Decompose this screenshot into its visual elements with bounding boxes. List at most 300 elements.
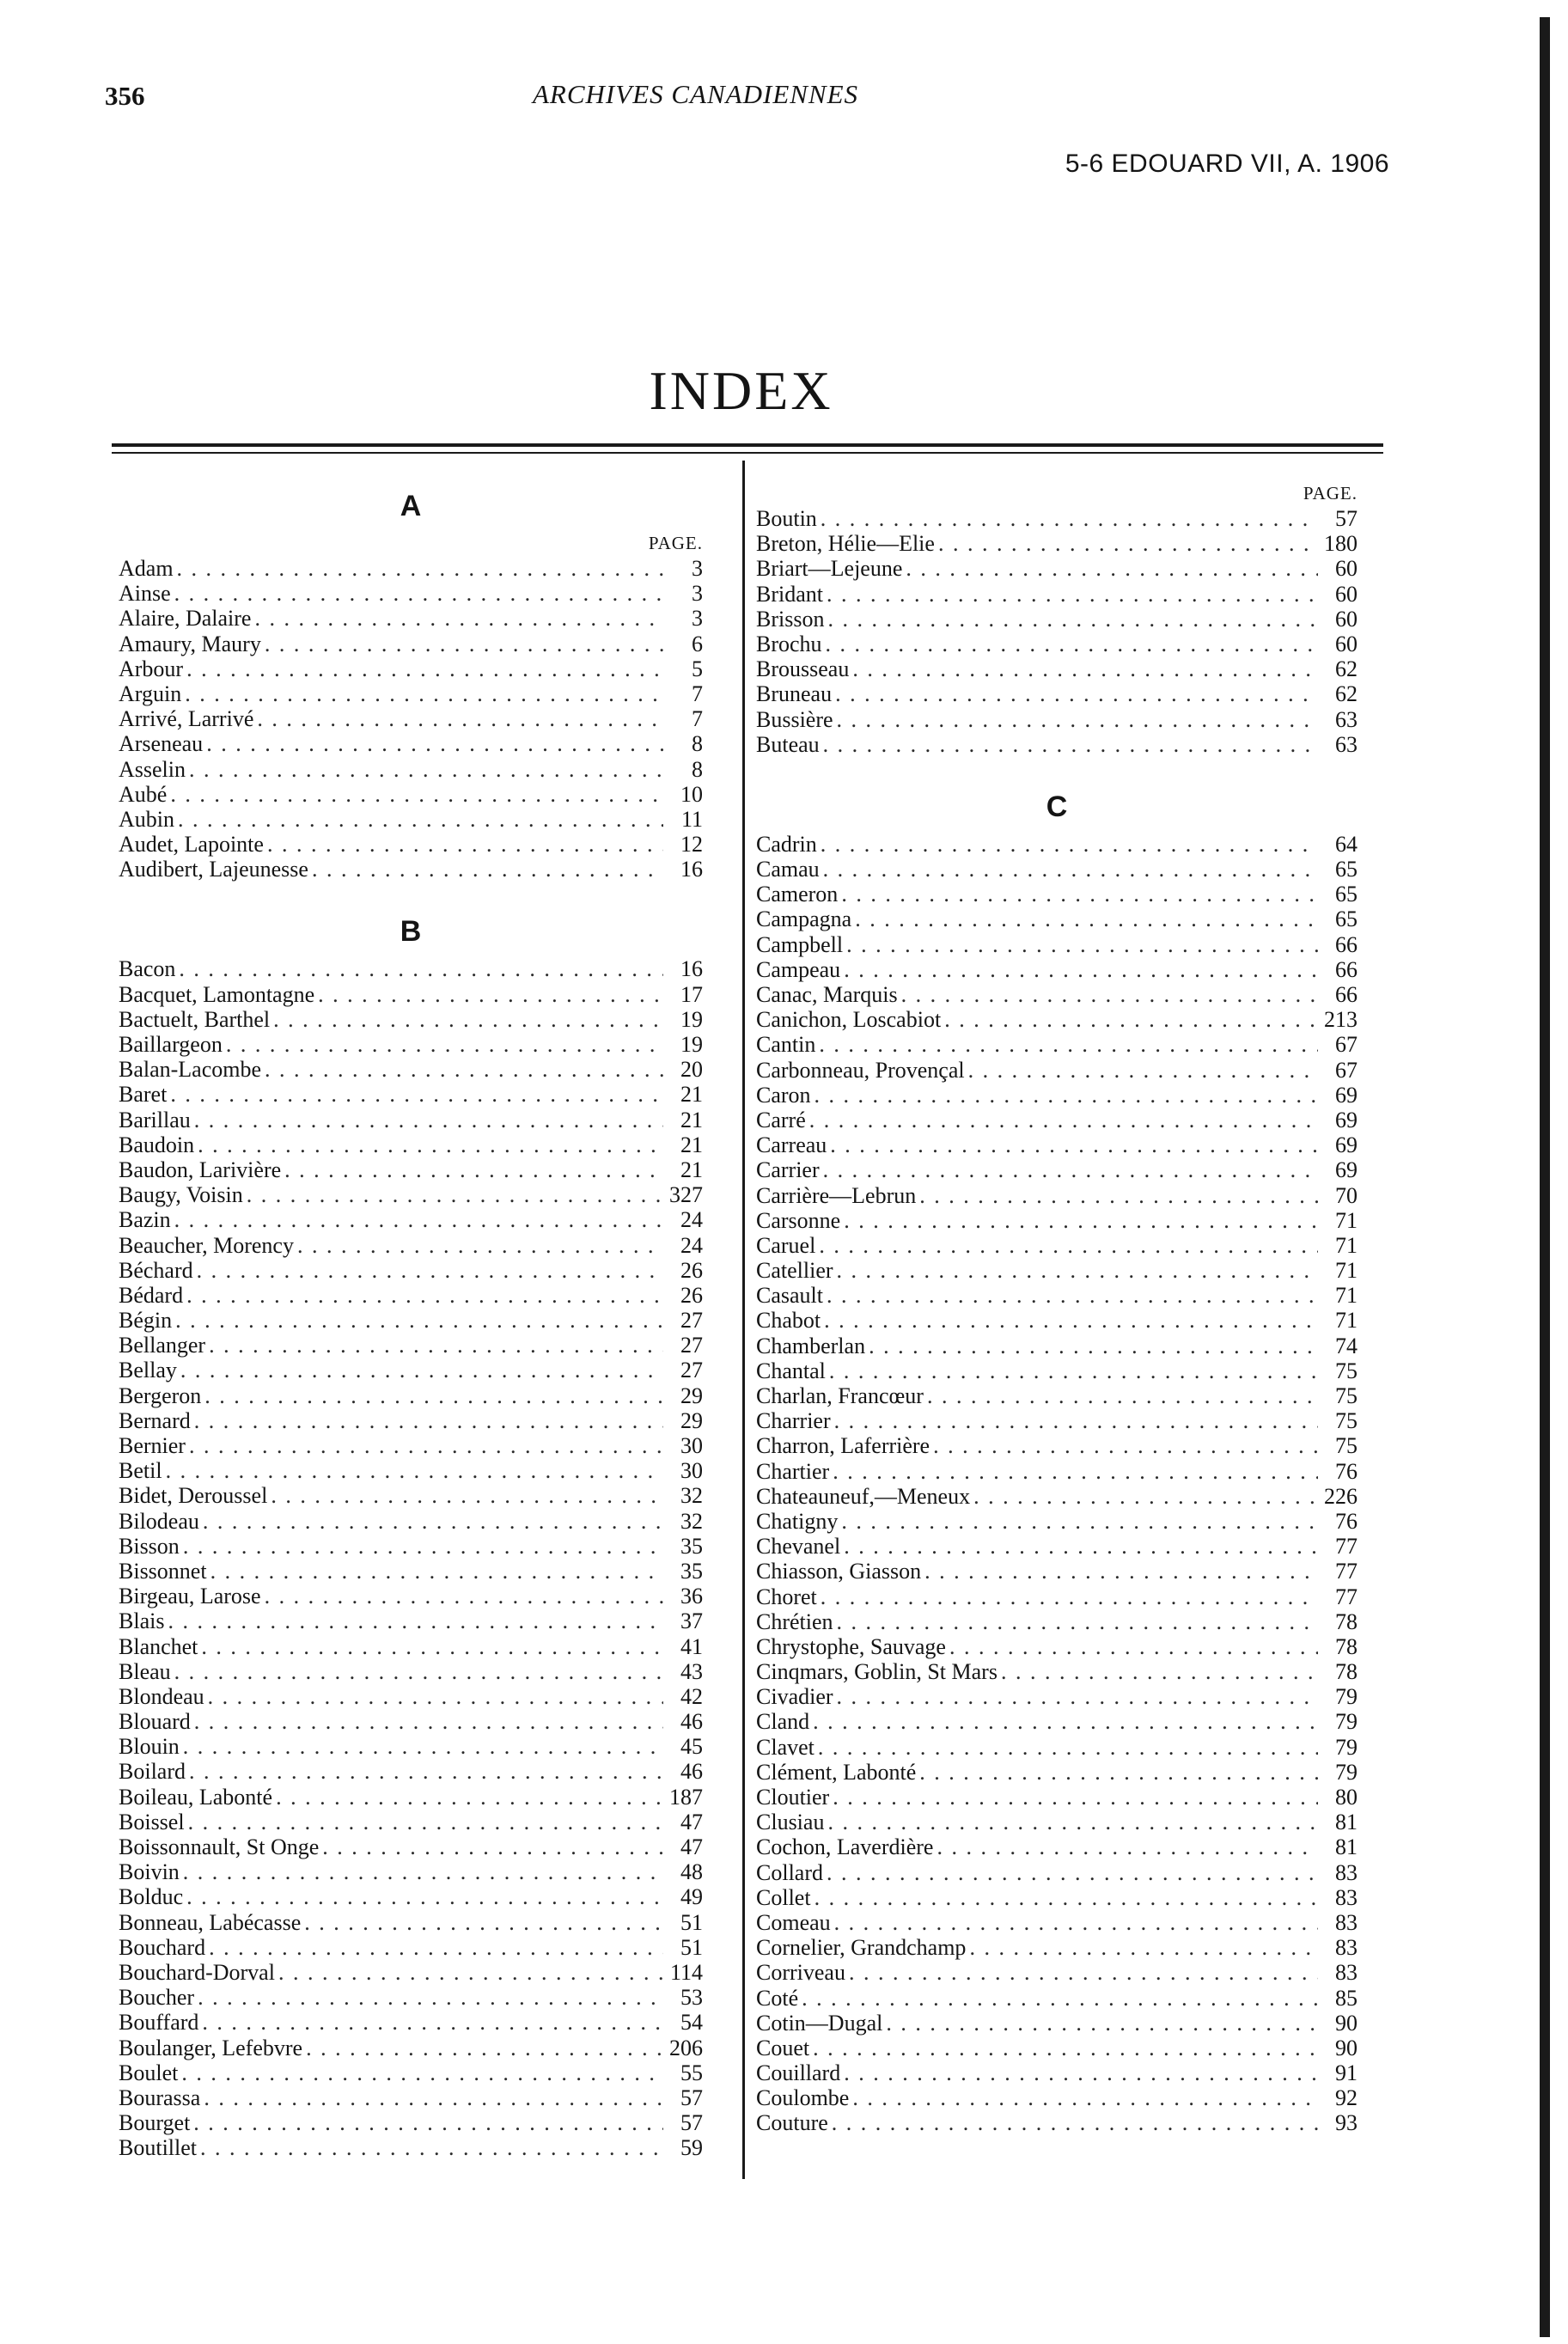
entry-page: 5 [692,656,703,681]
leader-dots [834,1408,1318,1433]
entry-name: Bacon [119,956,176,982]
leader-dots [826,632,1318,656]
entry-name: Cland [756,1709,810,1735]
entry-page: 62 [1335,681,1358,707]
entry-name: Coté [756,1985,799,2011]
entry-page: 78 [1335,1633,1358,1659]
index-entry [119,832,703,857]
entry-name: Beaucher, Morency [119,1232,294,1258]
entry-name: Bissonnet [119,1558,207,1584]
leader-dots [844,2060,1318,2085]
entry-page: 83 [1335,1859,1358,1885]
entry-name: Baugy, Voisin [119,1182,243,1208]
leader-dots [210,1559,663,1584]
section-letter: A [400,490,422,522]
entry-name: Campeau [756,956,841,982]
index-entry [119,1509,703,1534]
index-entry [119,1057,703,1082]
leader-dots [186,1884,663,1909]
entry-name: Bouchard [119,1934,206,1960]
entry-name: Campagna [756,906,852,932]
leader-dots [284,1157,663,1182]
entry-name: Cochon, Laverdière [756,1834,934,1860]
leader-dots [827,1810,1318,1834]
left-column [119,481,703,2160]
entry-page: 65 [1335,906,1358,932]
leader-dots [835,681,1318,706]
leader-dots [200,2135,663,2160]
entry-page: 69 [1335,1082,1358,1108]
leader-dots [819,1233,1318,1258]
index-entry [756,1433,1358,1458]
leader-dots [833,1459,1318,1484]
entry-name: Civadier [756,1684,833,1710]
leader-dots [823,857,1318,882]
entry-page: 187 [669,1784,703,1810]
leader-dots [183,1734,663,1759]
entry-page: 78 [1335,1659,1358,1685]
index-entry [756,1334,1358,1358]
entry-page: 42 [680,1683,703,1709]
entry-name: Chiasson, Giasson [756,1559,922,1584]
index-entry [119,556,703,581]
leader-dots [209,1935,663,1960]
entry-page: 27 [680,1358,703,1383]
entry-name: Bédard [119,1282,184,1308]
entry-name: Cantin [756,1032,816,1058]
entry-name: Buteau [756,731,820,757]
entry-page: 69 [1335,1132,1358,1158]
entry-name: Arrivé, Larrivé [119,706,254,732]
entry-page: 10 [680,781,703,807]
entry-name: Blondeau [119,1683,204,1709]
index-entry [756,656,1358,681]
entry-name: Chamberlan [756,1333,866,1358]
entry-name: Blais [119,1608,165,1634]
entry-page: 90 [1335,2035,1358,2060]
entry-name: Bonneau, Labécasse [119,1909,302,1935]
entry-page: 71 [1335,1232,1358,1258]
entry-name: Canac, Marquis [756,982,898,1007]
index-entry [756,732,1358,757]
entry-page: 57 [680,2085,703,2110]
entry-name: Bisson [119,1533,180,1559]
page-column-label: PAGE. [1303,483,1358,504]
entry-name: Coulombe [756,2085,850,2111]
entry-page: 7 [692,681,703,706]
entry-page: 46 [680,1759,703,1785]
section-letter: C [1046,790,1068,823]
entry-page: 75 [1335,1433,1358,1459]
index-entry [119,656,703,681]
leader-dots [823,732,1318,757]
entry-page: 327 [669,1182,703,1208]
entry-page: 19 [680,1006,703,1032]
index-entry [119,1408,703,1433]
leader-dots [306,2036,663,2060]
entry-page: 77 [1335,1559,1358,1584]
leader-dots [168,1608,663,1633]
leader-dots [837,1258,1318,1283]
leader-dots [919,1760,1318,1785]
index-entry [119,1734,703,1759]
entry-page: 76 [1335,1458,1358,1484]
entry-page: 70 [1335,1182,1358,1208]
leader-dots [846,932,1318,957]
index-entry [119,1559,703,1584]
index-entry [756,1183,1358,1208]
entry-page: 69 [1335,1107,1358,1132]
entry-name: Chateauneuf,—Meneux [756,1483,971,1509]
leader-dots [265,1057,663,1082]
leader-dots [886,2011,1318,2036]
entry-page: 79 [1335,1684,1358,1710]
entry-name: Caruel [756,1232,816,1258]
entry-name: Bazin [119,1207,171,1233]
entry-page: 46 [680,1709,703,1735]
index-entry [756,957,1358,982]
leader-dots [189,1433,663,1458]
index-entry [119,782,703,807]
entry-name: Cameron [756,882,839,907]
entry-page: 51 [680,1934,703,1960]
leader-dots [273,1007,663,1032]
index-entry [119,1935,703,1960]
entry-name: Charlan, Francœur [756,1383,924,1408]
index-entry [756,1108,1358,1132]
leader-dots [944,1007,1318,1032]
index-entry [756,1132,1358,1157]
entry-name: Chantal [756,1358,826,1383]
entry-page: 76 [1335,1508,1358,1534]
leader-dots [841,1509,1318,1534]
index-entry [119,1759,703,1784]
leader-dots [824,1308,1318,1333]
entry-name: Bégin [119,1308,173,1334]
entry-page: 7 [692,706,703,732]
leader-dots [186,1283,663,1308]
entry-page: 114 [669,1959,703,1985]
entry-name: Chartier [756,1458,830,1484]
entry-page: 35 [680,1558,703,1584]
entry-page: 12 [680,832,703,858]
entry-name: Birgeau, Larose [119,1584,261,1609]
leader-dots [823,1157,1318,1182]
index-entry [756,1509,1358,1534]
entry-page: 81 [1335,1810,1358,1835]
index-entry [756,2036,1358,2060]
entry-page: 48 [680,1859,703,1885]
leader-dots [202,2010,663,2035]
leader-dots [304,1910,663,1935]
index-entry [756,1834,1358,1859]
entry-name: Arseneau [119,731,204,757]
entry-name: Caron [756,1082,811,1108]
entry-name: Boissel [119,1809,185,1834]
entry-list [756,506,1358,757]
index-entry [756,2060,1358,2085]
entry-page: 65 [1335,857,1358,882]
entry-page: 71 [1335,1308,1358,1334]
entry-page: 29 [680,1407,703,1433]
leader-dots [204,2085,663,2110]
leader-dots [827,607,1318,632]
entry-page: 29 [680,1383,703,1408]
leader-dots [827,1860,1318,1885]
leader-dots [203,1509,663,1534]
leader-dots [827,582,1318,607]
leader-dots [257,706,663,731]
entry-name: Balan-Lacombe [119,1057,262,1083]
entry-page: 83 [1335,1909,1358,1935]
leader-dots [174,1659,663,1684]
leader-dots [189,757,663,782]
entry-name: Ainse [119,581,171,607]
index-entry [756,857,1358,882]
entry-name: Alaire, Dalaire [119,606,252,632]
index-entry [756,1735,1358,1760]
entry-name: Cornelier, Grandchamp [756,1935,967,1961]
entry-page: 66 [1335,931,1358,957]
entry-page: 55 [680,2060,703,2085]
entry-name: Charron, Laferrière [756,1433,930,1459]
entry-name: Boutillet [119,2135,197,2161]
entry-name: Arguin [119,681,182,706]
entry-name: Cloutier [756,1785,830,1810]
entry-page: 27 [680,1308,703,1334]
index-entry [119,1283,703,1308]
entry-name: Boulet [119,2060,179,2085]
entry-name: Carreau [756,1132,827,1158]
right-column [756,481,1358,2136]
index-title: INDEX [649,360,833,421]
entry-name: Bellay [119,1358,177,1383]
leader-dots [271,1483,663,1508]
index-entry [756,906,1358,931]
entry-name: Béchard [119,1257,193,1283]
entry-name: Bernard [119,1407,191,1433]
entry-name: Baudoin [119,1132,195,1157]
entry-page: 49 [680,1884,703,1910]
index-entry [119,1985,703,2010]
index-entry [119,1458,703,1483]
entry-name: Bruneau [756,681,833,707]
index-entry [119,1608,703,1633]
leader-dots [973,1484,1318,1509]
entry-page: 24 [680,1232,703,1258]
entry-page: 45 [680,1734,703,1760]
leader-dots [265,632,663,656]
leader-dots [813,1709,1318,1734]
index-entry [119,1534,703,1559]
entry-name: Clément, Labonté [756,1759,917,1785]
index-entry [756,1233,1358,1258]
entry-name: Blouin [119,1734,180,1760]
index-entry [756,1032,1358,1057]
entry-name: Couet [756,2035,810,2060]
entry-name: Bolduc [119,1884,184,1910]
entry-name: Clavet [756,1734,815,1760]
entry-page: 75 [1335,1408,1358,1434]
index-entry [119,1333,703,1358]
leader-dots [829,1358,1318,1383]
leader-dots [821,832,1318,857]
leader-dots [855,906,1318,931]
leader-dots [181,2060,663,2085]
session-label: 5-6 EDOUARD VII, A. 1906 [1065,150,1389,178]
leader-dots [174,581,663,606]
index-entry [119,1383,703,1408]
entry-page: 47 [680,1809,703,1834]
entry-name: Baudon, Larivière [119,1157,282,1182]
leader-dots [933,1433,1318,1458]
index-entry [756,2011,1358,2036]
index-entry [119,1233,703,1258]
entry-name: Adam [119,556,174,581]
entry-page: 32 [680,1508,703,1534]
entry-name: Canichon, Loscabiot [756,1007,942,1033]
leader-dots [821,506,1318,531]
entry-page: 59 [680,2135,703,2161]
index-entry [119,1584,703,1608]
entry-page: 20 [680,1057,703,1083]
entry-page: 41 [680,1633,703,1659]
index-entry [756,1283,1358,1308]
entry-page: 21 [680,1107,703,1132]
index-entry [756,1684,1358,1709]
leader-dots [178,807,663,832]
leader-dots [185,681,663,706]
entry-page: 26 [680,1282,703,1308]
index-entry [119,1884,703,1909]
leader-dots [852,2085,1318,2110]
entry-name: Chrétien [756,1608,833,1634]
entry-page: 35 [680,1533,703,1559]
column-divider [742,461,745,2179]
leader-dots [267,832,663,857]
index-entry [756,1986,1358,2011]
leader-dots [247,1182,663,1207]
entry-page: 91 [1335,2060,1358,2086]
entry-page: 6 [692,631,703,656]
leader-dots [189,1759,663,1784]
entry-name: Carrière—Lebrun [756,1182,917,1208]
index-entry [756,1308,1358,1333]
entry-name: Aubé [119,781,168,807]
entry-page: 75 [1335,1358,1358,1383]
entry-page: 57 [680,2110,703,2136]
entry-name: Comeau [756,1909,831,1935]
index-entry [756,1007,1358,1032]
leader-dots [198,1985,663,2010]
index-entry [119,857,703,882]
title-rule-thin [112,452,1383,454]
entry-page: 8 [692,731,703,757]
index-entry [119,2110,703,2135]
leader-dots [844,1208,1318,1233]
leader-dots [844,957,1318,982]
entry-name: Bernier [119,1433,186,1458]
entry-page: 53 [680,1985,703,2011]
title-rule-thick [112,443,1383,447]
index-entry [119,2010,703,2035]
index-entry [756,1860,1358,1885]
leader-dots [833,1785,1318,1810]
leader-dots [194,1108,663,1132]
entry-name: Cotin—Dugal [756,2010,883,2036]
entry-name: Boucher [119,1985,195,2011]
entry-name: Camau [756,857,820,882]
index-entry [119,1910,703,1935]
entry-name: Asselin [119,756,186,782]
entry-name: Cadrin [756,831,817,857]
entry-name: Briart—Lejeune [756,556,903,582]
entry-name: Bourassa [119,2085,201,2110]
entry-name: Campbell [756,931,844,957]
section-gap [119,882,703,906]
entry-page: 83 [1335,1884,1358,1910]
entry-page: 77 [1335,1584,1358,1609]
leader-dots [198,1132,663,1157]
index-entry [119,606,703,631]
entry-page: 66 [1335,956,1358,982]
leader-dots [968,1058,1318,1083]
entry-page: 71 [1335,1258,1358,1284]
index-entry [119,956,703,981]
entry-name: Brochu [756,631,822,656]
index-entry [756,531,1358,556]
entry-name: Brisson [756,606,825,632]
entry-name: Bilodeau [119,1508,199,1534]
entry-page: 60 [1335,631,1358,656]
entry-page: 54 [680,2010,703,2036]
entry-page: 71 [1335,1207,1358,1233]
index-entry [119,1834,703,1859]
entry-name: Boutin [756,506,817,531]
entry-page: 27 [680,1333,703,1358]
entry-page: 21 [680,1157,703,1182]
entry-name: Blanchet [119,1633,198,1659]
entry-page: 57 [1335,506,1358,531]
leader-dots [837,1684,1318,1709]
leader-dots [188,1810,663,1834]
entry-page: 71 [1335,1283,1358,1309]
entry-page: 69 [1335,1157,1358,1183]
leader-dots [938,531,1318,556]
leader-dots [318,982,663,1007]
entry-list [119,956,703,2160]
index-entry [119,1709,703,1734]
index-entry [119,1207,703,1232]
index-entry [756,1760,1358,1785]
leader-dots [802,1986,1318,2011]
entry-name: Betil [119,1458,162,1484]
entry-page: 63 [1335,706,1358,732]
leader-dots [832,2110,1318,2135]
index-entry [756,1258,1358,1283]
index-entry [119,731,703,756]
index-entry [756,982,1358,1007]
index-entry [756,1910,1358,1935]
entry-page: 85 [1335,1985,1358,2011]
leader-dots [837,707,1318,732]
leader-dots [830,1132,1318,1157]
entry-name: Boulanger, Lefebvre [119,2035,303,2060]
entry-page: 8 [692,756,703,782]
section-letter: B [400,915,422,949]
leader-dots [177,556,663,581]
entry-name: Blouard [119,1709,191,1735]
